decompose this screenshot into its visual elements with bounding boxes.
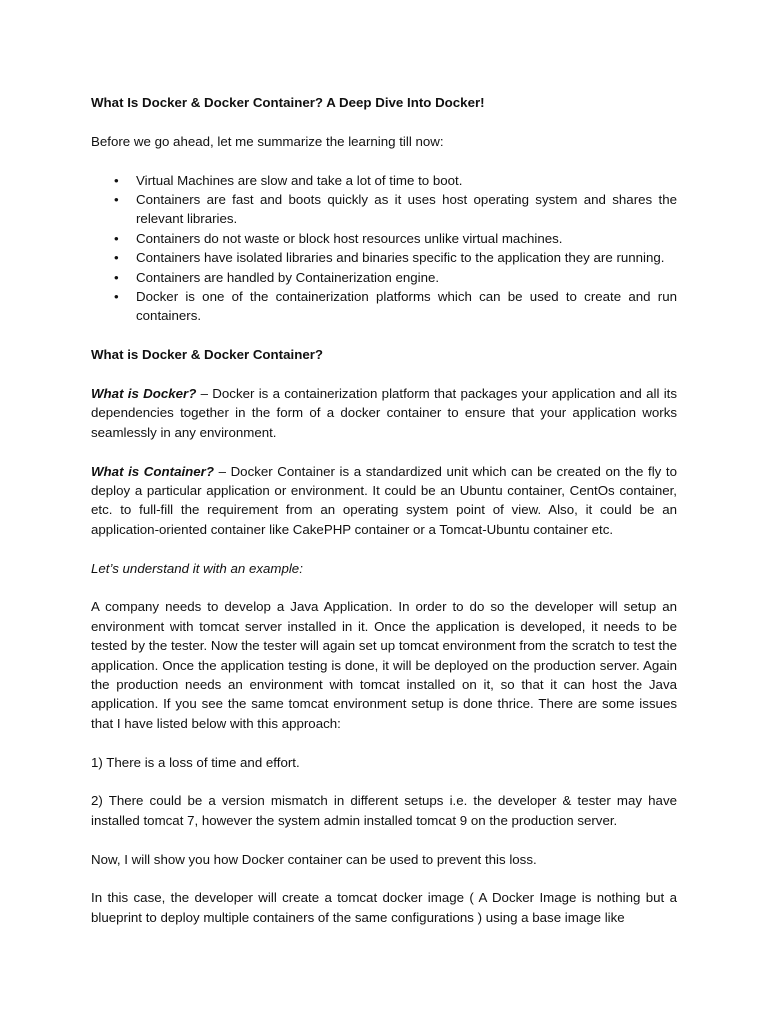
solution-intro: Now, I will show you how Docker container can be used to prevent this loss. — [91, 851, 537, 867]
list-item-text: Docker is one of the containerization platforms which can be used to create and run containers. — [136, 289, 677, 324]
list-item — [91, 287, 677, 326]
list-item — [91, 248, 677, 267]
document-page — [91, 93, 677, 947]
bullet-icon: • — [114, 269, 119, 285]
example-paragraph: A company needs to develop a Java Application. In order to do so the developer will setup an environment with tomcat server installed in it. Once the application is developed, it needs to be tested by the tester. Now the tester will again set up tomcat environment from the scratch to test the application. Once the application testing is done, it will be deployed on the production server. Again the production needs an environment with tomcat installed on it, so that it can host the Java application. If you see the same tomcat environment setup is done thrice. There are some issues that I have listed below with this approach: — [91, 599, 677, 731]
list-item-text: Containers do not waste or block host resources unlike virtual machines. — [136, 230, 563, 246]
list-item-text: Virtual Machines are slow and take a lot of time to boot. — [136, 172, 463, 188]
bullet-icon: • — [114, 289, 119, 305]
summary-list — [91, 171, 677, 326]
bullet-icon: • — [114, 230, 119, 246]
bullet-icon: • — [114, 192, 119, 207]
bullet-icon: • — [114, 172, 119, 188]
issue-one: 1) There is a loss of time and effort. — [91, 754, 300, 770]
final-paragraph: In this case, the developer will create a tomcat docker image ( A Docker Image is nothing but a blueprint to deploy multiple containers of the same configurations ) using a base image like — [91, 890, 677, 925]
document-title: What Is Docker & Docker Container? A Deep Dive Into Docker! — [91, 95, 485, 110]
docker-definition — [91, 384, 677, 442]
container-term: What is Container? — [91, 463, 214, 479]
intro-paragraph: Before we go ahead, let me summarize the learning till now: — [91, 133, 444, 149]
section-heading: What is Docker & Docker Container? — [91, 347, 324, 363]
docker-definition-text: – Docker is a containerization platform that packages your application and all its dependencies together in the form of a docker container to ensure that your application works seamlessly in any environment. — [91, 386, 677, 440]
container-definition — [91, 462, 677, 540]
list-item-text: Containers are handled by Containerization engine. — [136, 269, 440, 285]
issue-two: 2) There could be a version mismatch in different setups i.e. the developer & tester may have installed tomcat 7, however the system admin installed tomcat 9 on the production server. — [91, 793, 677, 828]
list-item — [91, 171, 677, 190]
list-item-text: Containers are fast and boots quickly as it uses host operating system and shares the relevant libraries. — [136, 192, 677, 227]
bullet-icon: • — [114, 250, 119, 266]
list-item — [91, 268, 677, 287]
list-item — [91, 229, 677, 248]
list-item-text: Containers have isolated libraries and binaries specific to the application they are running. — [136, 250, 665, 266]
list-item — [91, 190, 677, 229]
docker-term: What is Docker? — [91, 386, 197, 402]
example-intro: Let’s understand it with an example: — [91, 560, 303, 576]
container-definition-text: – Docker Container is a standardized unit which can be created on the fly to deploy a particular application or environment. It could be an Ubuntu container, CentOs container, etc. to full-fill the requirement from an operating system point of view. Also, it could be an application-oriented container like CakePHP container or a Tomcat-Ubuntu container etc. — [91, 463, 677, 537]
